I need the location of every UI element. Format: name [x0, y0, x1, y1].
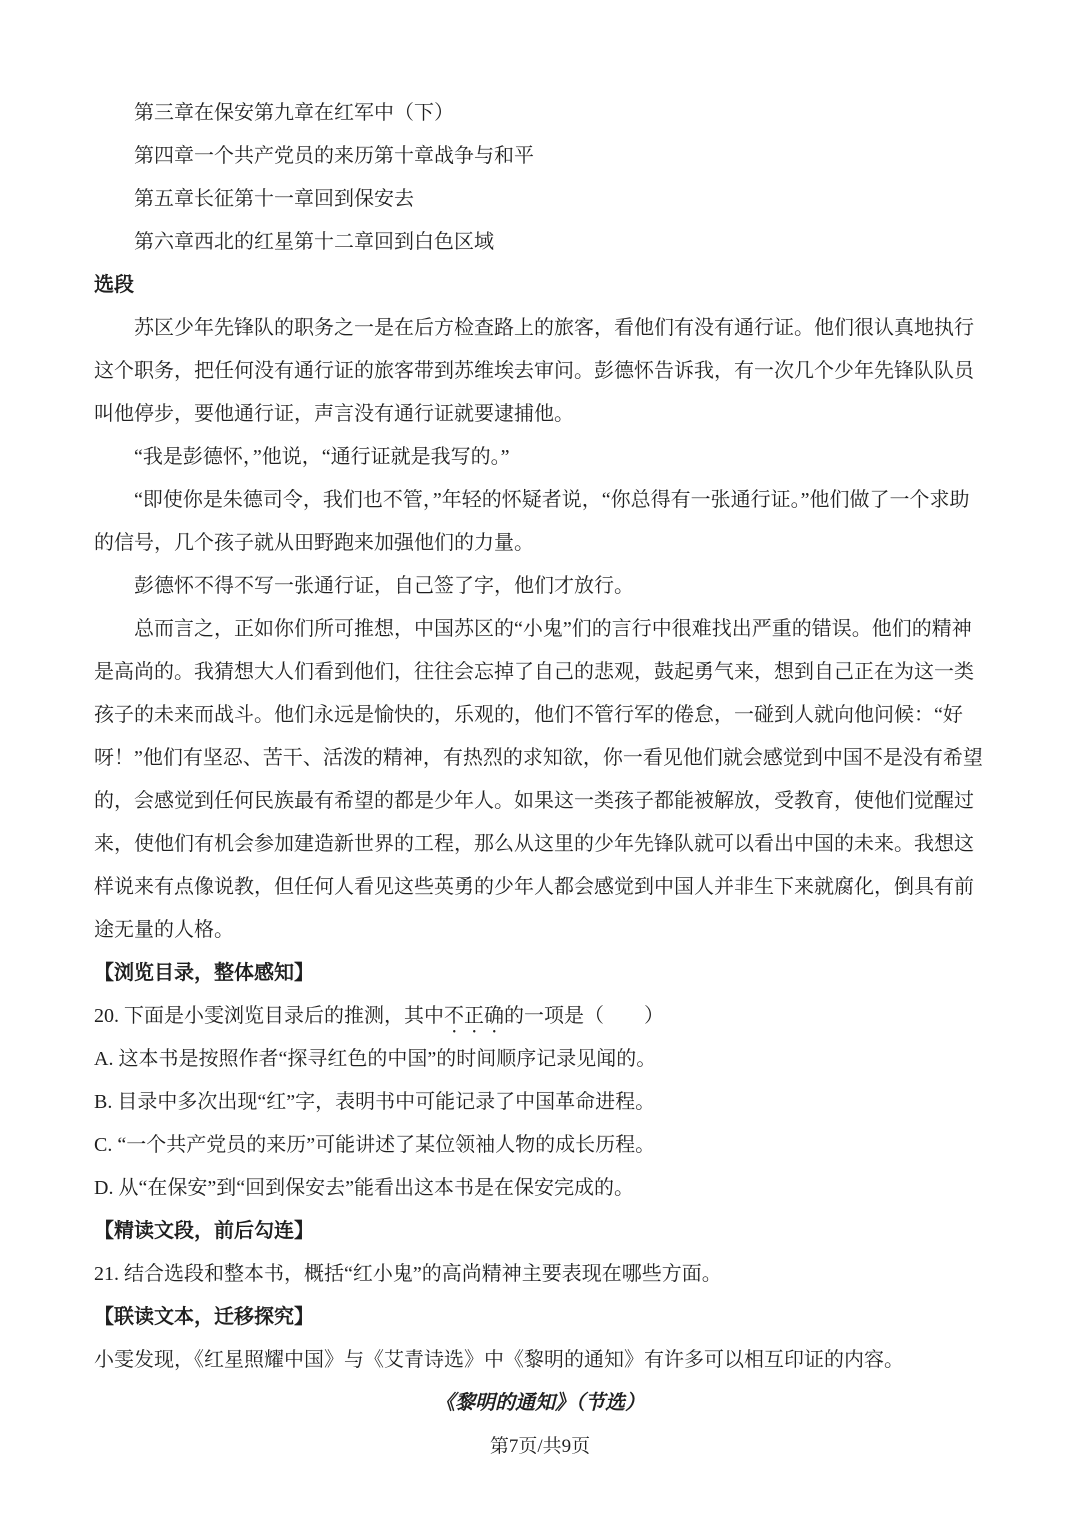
question-20-suffix: 的一项是（ ）	[504, 1005, 664, 1027]
page-footer: 第7页/共9页	[489, 1436, 591, 1457]
question-20-option-a: A. 这本书是按照作者“探寻红色的中国”的时间顺序记录见闻的。	[94, 1048, 657, 1070]
excerpt-paragraph-4: 彭德怀不得不写一张通行证，自己签了字，他们才放行。	[134, 575, 634, 597]
question-20-option-c: C. “一个共产党员的来历”可能讲述了某位领袖人物的成长历程。	[94, 1134, 656, 1156]
question-20-option-d: D. 从“在保安”到“回到保安去”能看出这本书是在保安完成的。	[94, 1177, 634, 1199]
bridge-text: 小雯发现，《红星照耀中国》与《艾青诗选》中《黎明的通知》有许多可以相互印证的内容。	[94, 1349, 904, 1371]
section-header-browse-toc: 【浏览目录，整体感知】	[94, 962, 314, 984]
excerpt-paragraph-1: 苏区少年先锋队的职务之一是在后方检查路上的旅客，看他们有没有通行证。他们很认真地执行这个职务，把任何没有通行证的旅客带到苏维埃去审问。彭德怀告诉我，有一次几个少年先锋队队员叫他停步，要他通行证，声言没有通行证就要逮捕他。	[94, 317, 974, 425]
excerpt-paragraph-3: “即使你是朱德司令，我们也不管，”年轻的怀疑者说，“你总得有一张通行证。”他们做了一个求助的信号，几个孩子就从田野跑来加强他们的力量。	[94, 489, 970, 554]
toc-line-2: 第四章一个共产党员的来历第十章战争与和平	[134, 145, 534, 167]
table-of-contents	[94, 92, 986, 264]
question-20-prefix: 20. 下面是小雯浏览目录后的推测，其中	[94, 1005, 444, 1027]
poem-title: 《黎明的通知》（节选）	[435, 1392, 645, 1414]
excerpt-paragraph-2: “我是彭德怀，”他说，“通行证就是我写的。”	[134, 446, 510, 468]
section-header-linked-read: 【联读文本，迁移探究】	[94, 1306, 314, 1328]
section-header-close-read: 【精读文段，前后勾连】	[94, 1220, 314, 1242]
toc-line-1: 第三章在保安第九章在红军中（下）	[134, 102, 454, 124]
excerpt-paragraph-5: 总而言之，正如你们所可推想，中国苏区的“小鬼”们的言行中很难找出严重的错误。他们的精神是高尚的。我猜想大人们看到他们，往往会忘掉了自己的悲观，鼓起勇气来，想到自己正在为这一类孩子的未来而战斗。他们永远是愉快的，乐观的，他们不管行军的倦怠，一碰到人就向他问候：“好呀！”他们有坚忍、苦干、活泼的精神，有热烈的求知欲，你一看见他们就会感觉到中国不是没有希望的，会感觉到任何民族最有希望的都是少年人。如果这一类孩子都能被解放，受教育，使他们觉醒过来，使他们有机会参加建造新世界的工程，那么从这里的少年先锋队就可以看出中国的未来。我想这样说来有点像说教，但任何人看见这些英勇的少年人都会感觉到中国人并非生下来就腐化，倒具有前途无量的人格。	[94, 618, 983, 941]
question-21: 21. 结合选段和整本书，概括“红小鬼”的高尚精神主要表现在哪些方面。	[94, 1263, 722, 1285]
excerpt-body	[94, 307, 986, 952]
question-20	[94, 995, 986, 1038]
question-20-emphasized: 不正确	[444, 1005, 504, 1027]
excerpt-label: 选段	[94, 274, 134, 296]
toc-line-3: 第五章长征第十一章回到保安去	[134, 188, 414, 210]
toc-line-4: 第六章西北的红星第十二章回到白色区域	[134, 231, 494, 253]
question-20-option-b: B. 目录中多次出现“红”字，表明书中可能记录了中国革命进程。	[94, 1091, 656, 1113]
